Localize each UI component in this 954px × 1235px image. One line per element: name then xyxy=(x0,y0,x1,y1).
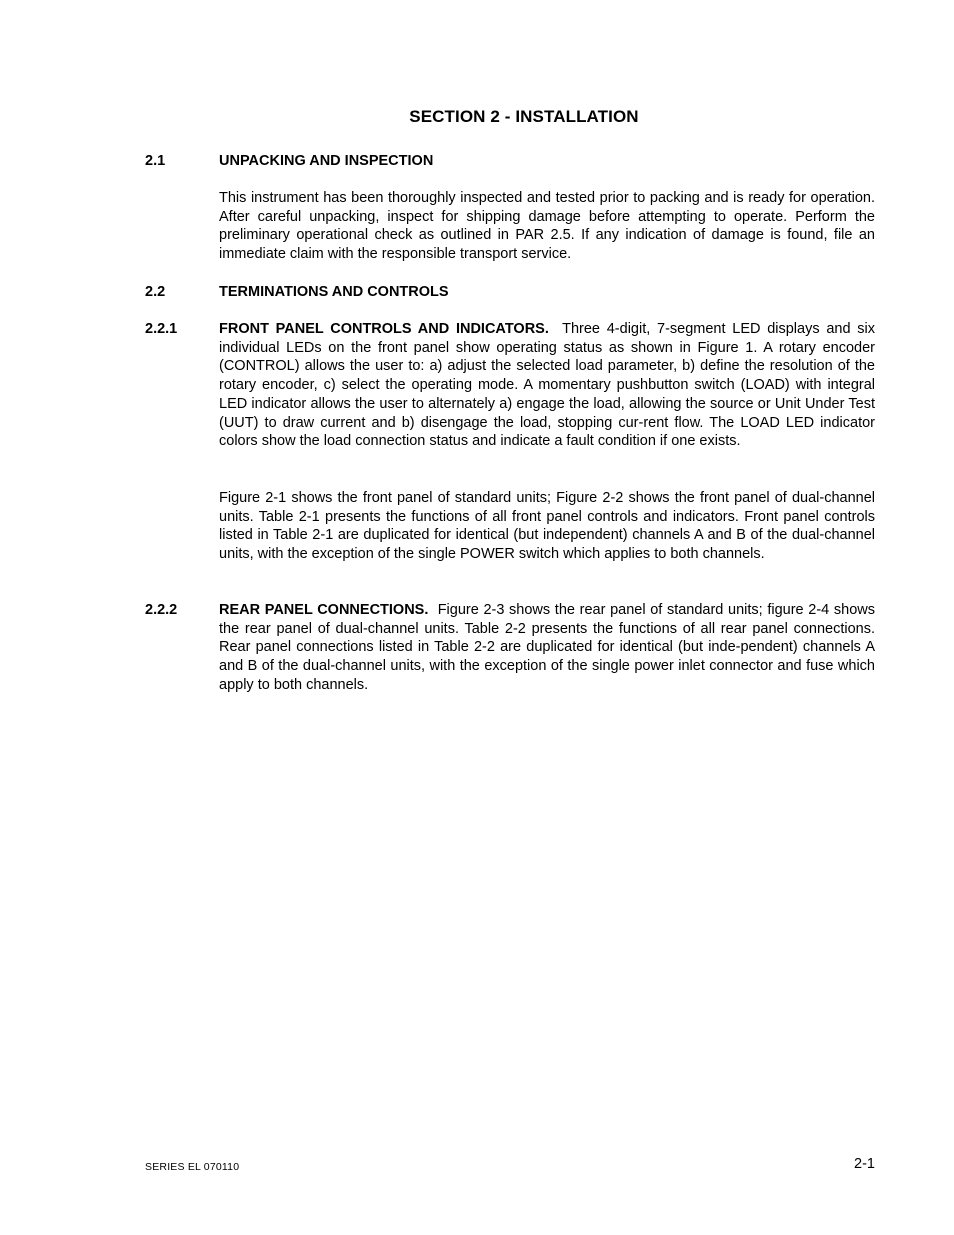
heading-2-2 xyxy=(145,283,449,301)
subheading-number-2-2-1: 2.2.1 xyxy=(145,321,178,337)
paragraph-unpacking: This instrument has been thoroughly inspected and tested prior to packing and is ready for operation. After careful unpacking, inspect for shipping damage before attempting to operate. Perform the preliminary operational check as outlined in PAR 2.5. If any indication of damage is found, file an immediate claim with the responsible transport service. xyxy=(219,190,875,263)
paragraph-front-panel-figures: Figure 2-1 shows the front panel of standard units; Figure 2-2 shows the front panel of dual-channel units. Table 2-1 presents the functions of all front panel controls and indicators. Front panel controls listed in Table 2-1 are duplicated for identical (but independent) channels A and B of the dual-channel units, with the exception of the single POWER switch which applies to both channels. xyxy=(219,490,875,563)
paragraph-lead: REAR PANEL CONNECTIONS. xyxy=(219,602,429,618)
heading-number: 2.2 xyxy=(145,284,166,300)
paragraph-body: Figure 2-3 shows the rear panel of standard units; figure 2-4 shows the rear panel of dual-channel units. Table 2-2 presents the functions of all rear panel connections. Rear panel connections listed in Table 2-2 are duplicated for identical (but inde-pendent) channels A and B of the dual-channel units, with the exception of the single power inlet connector and fuse which apply to both channels. xyxy=(219,602,875,693)
heading-title: UNPACKING AND INSPECTION xyxy=(219,153,434,169)
paragraph-front-panel xyxy=(219,320,875,451)
heading-title: TERMINATIONS AND CONTROLS xyxy=(219,284,449,300)
page-number: 2-1 xyxy=(854,1156,875,1172)
subheading-number-2-2-2: 2.2.2 xyxy=(145,602,178,618)
paragraph-lead: FRONT PANEL CONTROLS AND INDICATORS. xyxy=(219,321,549,337)
paragraph-body: Three 4-digit, 7-segment LED displays and six individual LEDs on the front panel show operating status as shown in Figure 1. A rotary encoder (CONTROL) allows the user to: a) adjust the selected load parameter, b) define the resolution of the rotary encoder, c) select the operating mode. A momentary pushbutton switch (LOAD) with integral LED indicator allows the user to alternately a) engage the load, allowing the source or Unit Under Test (UUT) to draw current and b) disengage the load, stopping cur-rent flow. The LOAD LED indicator colors show the load connection status and indicate a fault condition if one exists. xyxy=(219,321,875,450)
footer-series: SERIES EL 070110 xyxy=(145,1161,240,1173)
paragraph-rear-panel xyxy=(219,601,875,695)
heading-number: 2.1 xyxy=(145,153,166,169)
heading-2-1 xyxy=(145,152,433,170)
page-title: SECTION 2 - INSTALLATION xyxy=(409,107,639,126)
